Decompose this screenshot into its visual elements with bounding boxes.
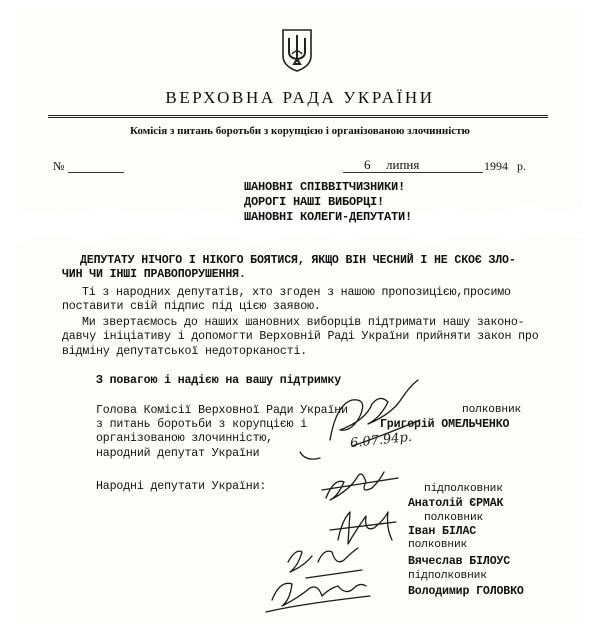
signer-name: Іван БІЛАС — [408, 525, 477, 538]
statement-line: ДЕПУТАТУ НІЧОГО І НІКОГО БОЯТИСЯ, ЯКЩО ВІН ЧЕСНИЙ І НЕ СКОЄ ЗЛО- — [80, 254, 516, 267]
mps-label: Народні депутати України: — [96, 480, 267, 493]
organization-title: ВЕРХОВНА РАДА УКРАЇНИ — [165, 88, 435, 107]
body-line: поставити свій підпис під цією заявою. — [62, 300, 321, 313]
header-divider — [48, 115, 548, 118]
chair-name: Григорій ОМЕЛЬЧЕНКО — [380, 418, 510, 431]
document-number-label: № — [53, 159, 65, 173]
signer-rank: підполковник — [408, 570, 487, 582]
signer-name: Вячеслав БІЛОУС — [408, 555, 511, 568]
body-line: Ми звертаємось до наших шановних виборців підтримати нашу законо- — [82, 316, 525, 329]
chair-title-line: Голова Комісії Верховної Ради України — [96, 404, 348, 417]
trident-icon — [279, 28, 315, 72]
chair-title-line: організованою злочинністю, — [96, 432, 273, 445]
signer-rank: полковник — [408, 539, 468, 551]
signature-date: 6.07.94р. — [349, 429, 413, 452]
commission-name: Комісія з питань боротьби з корупцією і організованою злочинністю — [130, 125, 470, 137]
date-suffix: р. — [517, 159, 526, 173]
chair-title-line: з питань боротьби з корупцією і — [96, 418, 308, 431]
statement-line: ЧИН ЧИ ІНШІ ПРАВОПОРУШЕННЯ. — [62, 268, 246, 281]
date-year: 1994 — [484, 159, 508, 173]
signer-rank: підполковник — [424, 483, 503, 495]
greeting-line: ДОРОГІ НАШІ ВИБОРЦІ! — [244, 195, 385, 209]
chair-title-line: народний депутат України — [96, 447, 260, 460]
body-line: давчу ініціативу і допомогти Верховній Раді України прийняти закон про — [62, 330, 539, 343]
signer-name: Анатолій ЄРМАК — [408, 497, 504, 510]
greeting-line: ШАНОВНІ СПІВВІТЧИЗНИКИ! — [244, 180, 406, 194]
closing-line: З повагою і надією на вашу підтримку — [96, 374, 342, 387]
signer-rank: полковник — [424, 512, 484, 524]
date-month: липня — [386, 157, 420, 172]
body-line: Ті з народних депутатів, хто згоден з нашою пропозицією,просимо — [82, 286, 511, 299]
greeting-line: ШАНОВНІ КОЛЕГИ-ДЕПУТАТИ! — [244, 210, 413, 224]
chair-rank: полковник — [462, 404, 522, 416]
date-day: 6 — [364, 157, 371, 172]
document-number-line — [68, 172, 124, 173]
signer-name: Володимир ГОЛОВКО — [408, 585, 524, 598]
body-line: відміну депутатської недоторканості. — [62, 345, 308, 358]
date-line — [343, 172, 483, 173]
